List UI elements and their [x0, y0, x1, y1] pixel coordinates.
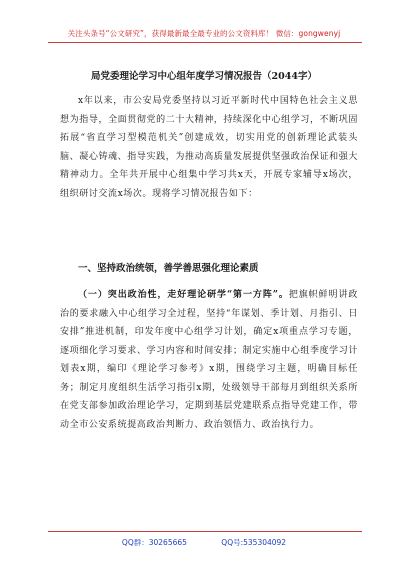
footer: [0, 537, 408, 548]
section-heading: 一、坚持政治统领，善学善思强化理论素质: [78, 263, 259, 274]
intro-paragraph: x年以来，市公安局党委坚持以习近平新时代中国特色社会主义思想为指导，全面贯彻党的二十大精神，持续深化中心组学习，不断巩固拓展“省直学习型模范机关”创建成效，切实用党的创新理论武装头脑、凝心铸魂、指导实践，为推动高质量发展提供坚强政治保证和强大精神动力。全年共开展中心组集中学习共x天，开展专家辅导x场次，组织研讨交流x场次。现将学习情况报告如下：: [60, 96, 358, 199]
document-title: 局党委理论学习中心组年度学习情况报告（2044字）: [91, 71, 317, 82]
subsection-lead: （一）突出政治性，走好理论研学“第一方阵”。: [78, 290, 289, 300]
footer-qq-number: QQ号:535304092: [221, 538, 287, 547]
header-divider: [48, 42, 362, 43]
footer-qq-group: QQ群：30265665: [121, 538, 187, 547]
subsection-paragraph: [60, 286, 358, 434]
footer-divider: [48, 531, 362, 532]
subsection-body: 把旗帜鲜明讲政治的要求融入中心组学习全过程，坚持“年谋划、季计划、月指引、日安排”推进机制，印发年度中心组学习计划，确定x项重点学习专题，逐项细化学习要求、学习内容和时间安排；制定实施中心组季度学习计划表x期，编印《理论学习参考》x期，围绕学习主题，明确目标任务；制定月度组织生活学习指引x期，处级领导干部每月到组织关系所在党支部参加政治理论学习，定期到基层党建联系点指导党建工作，带动全市公安系统提高政治判断力、政治领悟力、政治执行力。: [60, 290, 358, 430]
header-banner: 关注头条号“公文研究”，获得最新最全最专业的公文资料库！ 微信：gongwenyj: [67, 29, 341, 38]
